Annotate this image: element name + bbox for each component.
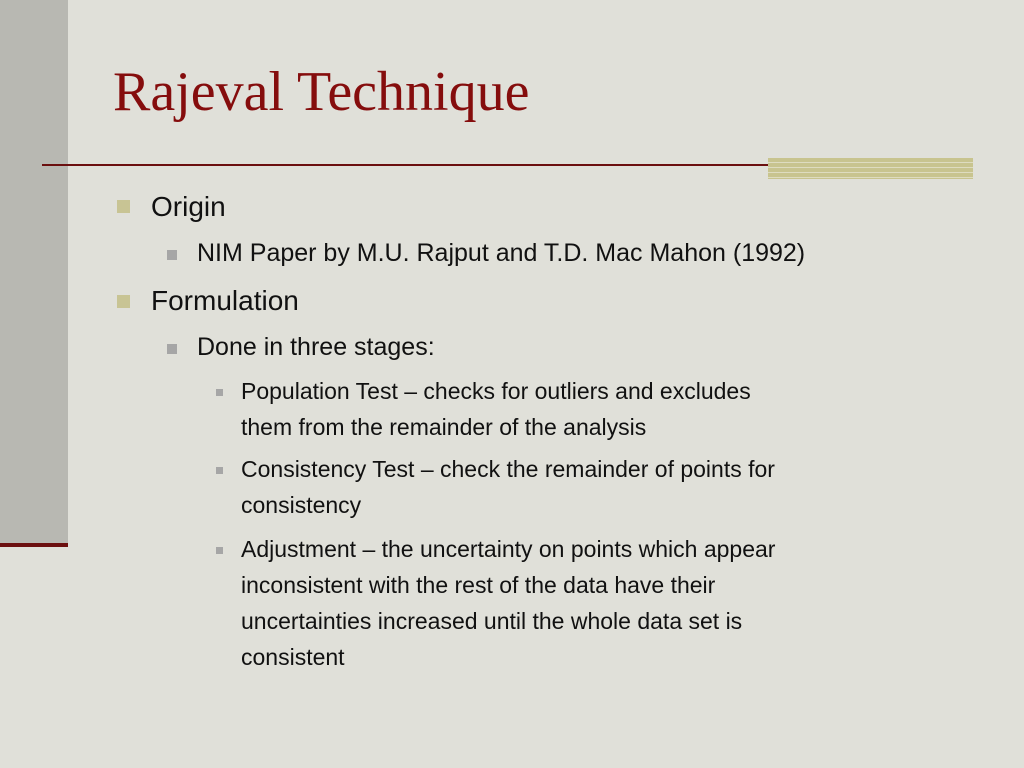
stage-text-line: Consistency Test – check the remainder of points for [241, 456, 775, 482]
stage-text-line: Adjustment – the uncertainty on points which appear [241, 536, 776, 562]
bullet-text: Origin [151, 191, 226, 222]
stage-text-line: them from the remainder of the analysis [241, 414, 647, 440]
square-bullet-icon [117, 295, 130, 308]
stage-text-line: Population Test – checks for outliers and excludes [241, 378, 751, 404]
square-bullet-icon [216, 547, 223, 554]
slide-title: Rajeval Technique [113, 61, 530, 123]
stage-text-line: inconsistent with the rest of the data have their [241, 572, 716, 598]
square-bullet-icon [216, 467, 223, 474]
stage-text-line: consistency [241, 492, 362, 518]
square-bullet-icon [216, 389, 223, 396]
stage-text-line: consistent [241, 644, 345, 670]
bullet-text: Formulation [151, 285, 299, 316]
square-bullet-icon [167, 250, 177, 260]
sub-bullet-text: Done in three stages: [197, 333, 435, 361]
square-bullet-icon [167, 344, 177, 354]
square-bullet-icon [117, 200, 130, 213]
sub-bullet-text: NIM Paper by M.U. Rajput and T.D. Mac Mahon (1992) [197, 239, 806, 267]
stage-text-line: uncertainties increased until the whole data set is [241, 608, 743, 634]
